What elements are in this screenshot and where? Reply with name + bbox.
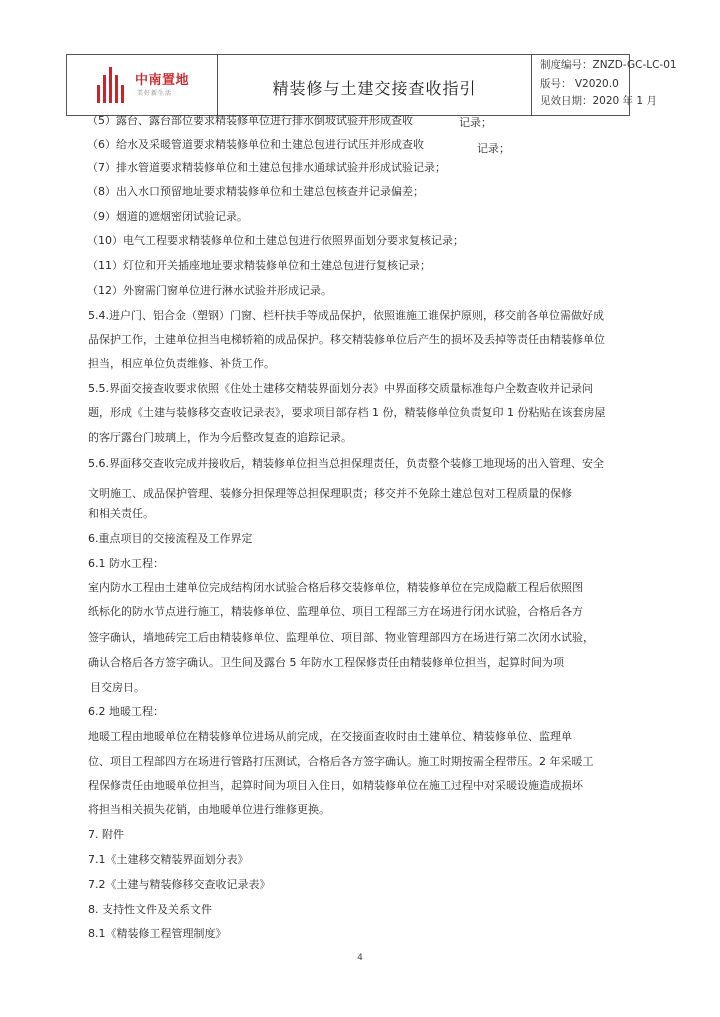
section-heading: 8. 支持性文件及关系文件 bbox=[88, 903, 212, 916]
list-item: （11）灯位和开关插座地址要求精装修单位和土建总包进行复核记录； bbox=[87, 259, 431, 272]
section-heading: 7. 附件 bbox=[88, 828, 124, 841]
paragraph-line: 5.5.界面交接查收要求依照《住处土建移交精装界面划分表》中界面移交质量标准每户全数查收并记录问 bbox=[88, 382, 593, 395]
doc-version: 版号： V2020.0 bbox=[540, 78, 619, 90]
paragraph-line: 纸标化的防水节点进行施工，精装修单位、监理单位、项目工程部三方在场进行闭水试验，合格后各方 bbox=[88, 605, 583, 618]
paragraph-line: 5.4.进户门、铝合金（塑钢）门窗、栏杆扶手等成品保护，依照谁施工谁保护原则，移交前各单位需做好成 bbox=[88, 309, 604, 322]
paragraph-line: 将担当相关损失花销，由地暖单位进行维修更换。 bbox=[88, 803, 330, 816]
paragraph-line: 程保修责任由地暖单位担当，起算时间为项目入住日，如精装修单位在施工过程中对采暖设施造成损坏 bbox=[88, 779, 583, 792]
paragraph-line: 题，形成《土建与装修移交查收记录表》，要求项目部存档 1 份，精装修单位负责复印 1 份粘贴在该套房屋 bbox=[88, 406, 606, 419]
list-item: （8）出入水口预留地址要求精装修单位和土建总包核查并记录偏差； bbox=[87, 185, 424, 198]
attachment-item: 7.2《土建与精装修移交查收记录表》 bbox=[88, 878, 271, 891]
paragraph-line: 的客厅露台门玻璃上，作为今后整改复查的追踪记录。 bbox=[88, 431, 352, 444]
paragraph-line: 担当，相应单位负责维修、补货工作。 bbox=[88, 357, 275, 370]
meta-cell bbox=[532, 55, 677, 115]
paragraph-line: 目交房日。 bbox=[90, 681, 145, 694]
document-header bbox=[66, 54, 677, 116]
company-subtitle: 美好新生活 bbox=[137, 90, 173, 97]
paragraph-line: 确认合格后各方签字确认。卫生间及露台 5 年防水工程保修责任由精装修单位担当，起算时间为项 bbox=[88, 656, 564, 669]
list-item: （9）烟道的遮烟密闭试验记录。 bbox=[87, 210, 248, 223]
paragraph-line: 品保护工作，土建单位担当电梯轿箱的成品保护。移交精装修单位后产生的损坏及丢掉等责任由精装修单位 bbox=[88, 333, 605, 346]
list-item: （10）电气工程要求精装修单位和土建总包进行依照界面划分要求复核记录； bbox=[87, 234, 464, 247]
company-name: 中南置地 bbox=[135, 73, 190, 88]
paragraph-line: 5.6.界面移交查收完成并接收后，精装修单位担当总担保理责任，负责整个装修工地现场的出入管理、安全 bbox=[88, 457, 604, 470]
page-number: 4 bbox=[357, 953, 363, 963]
list-item: （6）给水及采暖管道要求精装修单位和土建总包进行试压并形成查收 bbox=[87, 138, 424, 151]
list-item: （7）排水管道要求精装修单位和土建总包排水通球试验并形成试验记录； bbox=[87, 161, 446, 174]
reference-item: 8.1《精装修工程管理制度》 bbox=[88, 927, 227, 940]
subsection-heading: 6.1 防水工程： bbox=[88, 557, 164, 570]
list-item: （5）露台、露台部位要求精装修单位进行排水倒坡试验并形成查收 bbox=[87, 114, 413, 127]
paragraph-line: 地暖工程由地暖单位在精装修单位进场从前完成，在交接面查收时由土建单位、精装修单位、监理单 bbox=[88, 730, 572, 743]
document-title: 精装修与土建交接查收指引 bbox=[272, 79, 477, 98]
effective-date: 见效日期：2020 年 1 月 bbox=[540, 95, 657, 107]
subsection-heading: 6.2 地暖工程： bbox=[88, 705, 164, 718]
doc-number: 制度编号：ZNZD-GC-LC-01 bbox=[540, 59, 677, 71]
paragraph-line: 位、项目工程部四方在场进行管路打压测试，合格后各方签字确认。施工时期按需全程带压。2 年采暖工 bbox=[88, 755, 594, 768]
list-item-suffix: 记录； bbox=[459, 116, 492, 129]
title-cell bbox=[218, 55, 532, 115]
logo-cell bbox=[67, 55, 218, 115]
list-item: （12）外窗需门窗单位进行淋水试验并形成记录。 bbox=[87, 284, 332, 297]
paragraph-line: 文明施工、成品保护管理、装修分担保理等总担保理职责；移交并不免除土建总包对工程质量的保修 bbox=[88, 487, 572, 500]
paragraph-line: 和相关责任。 bbox=[88, 507, 154, 520]
attachment-item: 7.1《土建移交精装界面划分表》 bbox=[88, 853, 249, 866]
paragraph-line: 签字确认，墙地砖完工后由精装修单位、监理单位、项目部、物业管理部四方在场进行第二次闭水试验， bbox=[88, 631, 594, 644]
section-heading: 6.重点项目的交接流程及工作界定 bbox=[88, 532, 253, 545]
company-logo-icon bbox=[97, 67, 129, 103]
paragraph-line: 室内防水工程由土建单位完成结构闭水试验合格后移交装修单位，精装修单位在完成隐蔽工程后依照图 bbox=[88, 581, 583, 594]
list-item-suffix: 记录； bbox=[477, 142, 510, 155]
